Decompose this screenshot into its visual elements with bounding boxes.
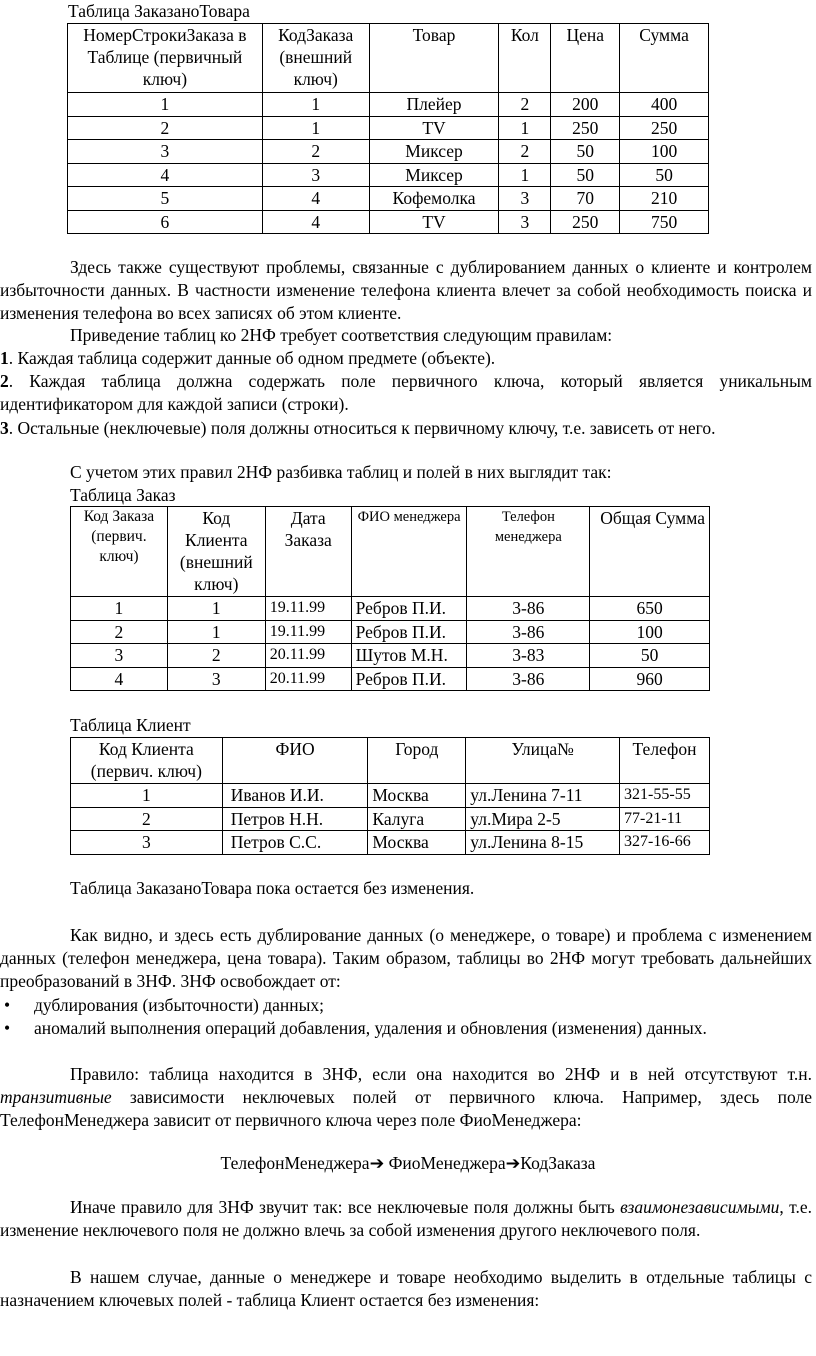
table-client-caption: Таблица Клиент — [70, 715, 191, 735]
table-cell: 400 — [620, 93, 709, 117]
table-cell: TV — [369, 210, 499, 234]
rule-text: . Остальные (неключевые) поля должны относиться к первичному ключу, т.е. зависеть от него. — [8, 418, 716, 438]
table-cell: 4 — [262, 210, 369, 234]
table-header: Код Клиента (первич. ключ) — [71, 738, 223, 784]
table-header: Товар — [369, 24, 499, 93]
table-header: Кол — [499, 24, 551, 93]
table-cell: 2 — [499, 140, 551, 164]
table-cell: 50 — [551, 140, 620, 164]
table-cell: 100 — [620, 140, 709, 164]
table-cell: 100 — [590, 620, 710, 644]
rule-number: 3 — [0, 418, 9, 438]
table-cell: 2 — [68, 116, 263, 140]
table-header: Цена — [551, 24, 620, 93]
table-cell: Петров С.С. — [222, 831, 368, 855]
table-cell: 5 — [68, 187, 263, 211]
table-orderitems — [67, 23, 709, 234]
table-cell: 6 — [68, 210, 263, 234]
paragraph-3nf-alt-rule — [0, 1196, 812, 1242]
table-cell: Москва — [368, 831, 466, 855]
table-cell: 1 — [68, 93, 263, 117]
rule-number: 2 — [0, 371, 9, 391]
table-cell: 2 — [167, 644, 265, 668]
table-cell: 2 — [499, 93, 551, 117]
table-cell: 3 — [68, 140, 263, 164]
table-cell: 3-86 — [467, 597, 590, 621]
table-cell: 1 — [71, 597, 168, 621]
table-cell: 210 — [620, 187, 709, 211]
table-cell: 50 — [551, 163, 620, 187]
table-cell: 70 — [551, 187, 620, 211]
table-cell: Плейер — [369, 93, 499, 117]
table-cell: 250 — [551, 210, 620, 234]
table-cell: 3-86 — [467, 620, 590, 644]
table-cell: 4 — [71, 667, 168, 691]
table-cell: ул.Ленина 8-15 — [466, 831, 620, 855]
table-cell: 2 — [262, 140, 369, 164]
table-orderitems-caption: Таблица ЗаказаноТовара — [68, 1, 250, 21]
table-cell: 327-16-66 — [620, 831, 710, 855]
table-cell: Москва — [368, 784, 466, 808]
table-row — [71, 644, 710, 668]
table-cell: 1 — [262, 93, 369, 117]
dependency-formula — [0, 1152, 816, 1175]
table-cell: 19.11.99 — [265, 620, 351, 644]
table-row — [68, 116, 709, 140]
rule-text-a: Правило: таблица находится в 3НФ, если она находится во 2НФ и в ней отсутствуют т.н. — [70, 1064, 812, 1084]
table-row — [71, 667, 710, 691]
alt-rule-text-b: , т.е. изменение неключевого поля не должно влечь за собой изменения другого неключевого поля. — [0, 1197, 812, 1240]
table-cell: Ребров П.И. — [351, 620, 467, 644]
bullet-text: дублирования (избыточности) данных; — [34, 995, 325, 1015]
table-header: Телефон — [620, 738, 710, 784]
table-cell: TV — [369, 116, 499, 140]
formula-part: ФиоМенеджера — [384, 1153, 506, 1173]
table-row — [71, 784, 710, 808]
table-header: Код Клиента (внешний ключ) — [167, 507, 265, 597]
rule-number: 1 — [0, 348, 9, 368]
table-cell: 3 — [499, 210, 551, 234]
table-order-caption: Таблица Заказ — [70, 485, 176, 505]
paragraph-duplication: Здесь также существуют проблемы, связанные с дублированием данных о клиенте и контролем избыточности данных. В частности изменение телефона клиента влечет за собой необходимость поиска и изменения телефона во всех записях об этом клиенте. — [0, 257, 812, 323]
table-header: Дата Заказа — [265, 507, 351, 597]
table-row — [68, 93, 709, 117]
paragraph-2nf-split: С учетом этих правил 2НФ разбивка таблиц и полей в них выглядит так: — [70, 462, 612, 482]
rule-text-emphasis: транзитивные — [0, 1086, 112, 1107]
table-row — [71, 620, 710, 644]
alt-rule-text-a: Иначе правило для 3НФ звучит так: все неключевые поля должны быть — [70, 1197, 621, 1217]
rule-item — [0, 370, 812, 416]
table-cell: Миксер — [369, 163, 499, 187]
table-cell: 4 — [68, 163, 263, 187]
table-header: ФИО менеджера — [351, 507, 467, 597]
table-cell: Ребров П.И. — [351, 597, 467, 621]
table-header: Телефон менеджера — [467, 507, 590, 597]
bullet-icon: • — [4, 995, 11, 1015]
table-cell: 2 — [71, 620, 168, 644]
table-header: Общая Сумма — [590, 507, 710, 597]
table-cell: 650 — [590, 597, 710, 621]
table-row — [68, 210, 709, 234]
table-cell: Калуга — [368, 807, 466, 831]
table-cell: 3 — [167, 667, 265, 691]
table-cell: 1 — [167, 597, 265, 621]
table-cell: 1 — [499, 163, 551, 187]
rule-item — [0, 347, 812, 370]
table-cell: Петров Н.Н. — [222, 807, 368, 831]
table-cell: 3 — [71, 831, 223, 855]
table-cell: 3 — [499, 187, 551, 211]
paragraph-unchanged: Таблица ЗаказаноТовара пока остается без изменения. — [70, 878, 475, 898]
table-cell: 77-21-11 — [620, 807, 710, 831]
table-cell: Ребров П.И. — [351, 667, 467, 691]
table-cell: 250 — [551, 116, 620, 140]
table-cell: 200 — [551, 93, 620, 117]
table-header: Улица№ — [466, 738, 620, 784]
rule-item — [0, 417, 812, 440]
table-header: Код Заказа (первич. ключ) — [71, 507, 168, 597]
rule-text: . Каждая таблица должна содержать поле первичного ключа, который является уникальным идентификатором для каждой записи (строки). — [0, 371, 812, 414]
rule-text-b: зависимости неключевых полей от первичного ключа. Например, здесь поле ТелефонМенеджера зависит от первичного ключа через поле ФиоМенеджера: — [0, 1086, 812, 1130]
table-header: Город — [368, 738, 466, 784]
paragraph-our-case: В нашем случае, данные о менеджере и товаре необходимо выделить в отдельные таблицы с назначением ключевых полей - таблица Клиент остается без изменения: — [0, 1267, 812, 1310]
formula-part: ТелефонМенеджера — [220, 1153, 370, 1173]
bullet-text: аномалий выполнения операций добавления, удаления и обновления (изменения) данных. — [34, 1018, 707, 1038]
table-row — [68, 163, 709, 187]
table-order — [70, 506, 710, 691]
table-row — [68, 187, 709, 211]
table-cell: Иванов И.И. — [222, 784, 368, 808]
table-cell: Миксер — [369, 140, 499, 164]
table-cell: 20.11.99 — [265, 644, 351, 668]
table-cell: 3-83 — [467, 644, 590, 668]
table-header: НомерСтрокиЗаказа в Таблице (первичный ключ) — [68, 24, 263, 93]
table-cell: 1 — [167, 620, 265, 644]
arrow-right-icon: ➔ — [369, 1153, 385, 1173]
alt-rule-text-emphasis: взаимонезависимыми — [620, 1197, 780, 1217]
table-cell: 50 — [620, 163, 709, 187]
rule-text: . Каждая таблица содержит данные об одном предмете (объекте). — [8, 348, 496, 368]
table-cell: 1 — [71, 784, 223, 808]
arrow-right-icon: ➔ — [505, 1153, 521, 1173]
table-cell: 960 — [590, 667, 710, 691]
table-cell: 3 — [71, 644, 168, 668]
table-cell: 3 — [262, 163, 369, 187]
table-header: КодЗаказа (внешний ключ) — [262, 24, 369, 93]
formula-part: КодЗаказа — [520, 1153, 596, 1173]
paragraph-2nf-rules-intro: Приведение таблиц ко 2НФ требует соответствия следующим правилам: — [70, 325, 613, 345]
table-row — [71, 597, 710, 621]
table-cell: 19.11.99 — [265, 597, 351, 621]
paragraph-3nf-rule — [0, 1063, 812, 1131]
table-client — [70, 737, 710, 855]
table-row — [71, 807, 710, 831]
table-cell: 321-55-55 — [620, 784, 710, 808]
table-cell: 20.11.99 — [265, 667, 351, 691]
table-header: ФИО — [222, 738, 368, 784]
paragraph-3nf-intro: Как видно, и здесь есть дублирование данных (о менеджере, о товаре) и проблема с изменением данных (телефон менеджера, цена товара). Таким образом, таблицы во 2НФ могут требовать дальнейших преобразований в 3НФ. 3НФ освобождает от: — [0, 925, 812, 991]
table-cell: Кофемолка — [369, 187, 499, 211]
table-cell: 1 — [262, 116, 369, 140]
table-cell: ул.Ленина 7-11 — [466, 784, 620, 808]
table-cell: 50 — [590, 644, 710, 668]
table-cell: 1 — [499, 116, 551, 140]
table-header: Сумма — [620, 24, 709, 93]
table-cell: 4 — [262, 187, 369, 211]
table-row — [71, 831, 710, 855]
table-cell: 2 — [71, 807, 223, 831]
table-cell: 3-86 — [467, 667, 590, 691]
table-cell: Шутов М.Н. — [351, 644, 467, 668]
bullet-icon: • — [4, 1018, 11, 1038]
table-cell: 750 — [620, 210, 709, 234]
table-cell: ул.Мира 2-5 — [466, 807, 620, 831]
table-cell: 250 — [620, 116, 709, 140]
table-row — [68, 140, 709, 164]
